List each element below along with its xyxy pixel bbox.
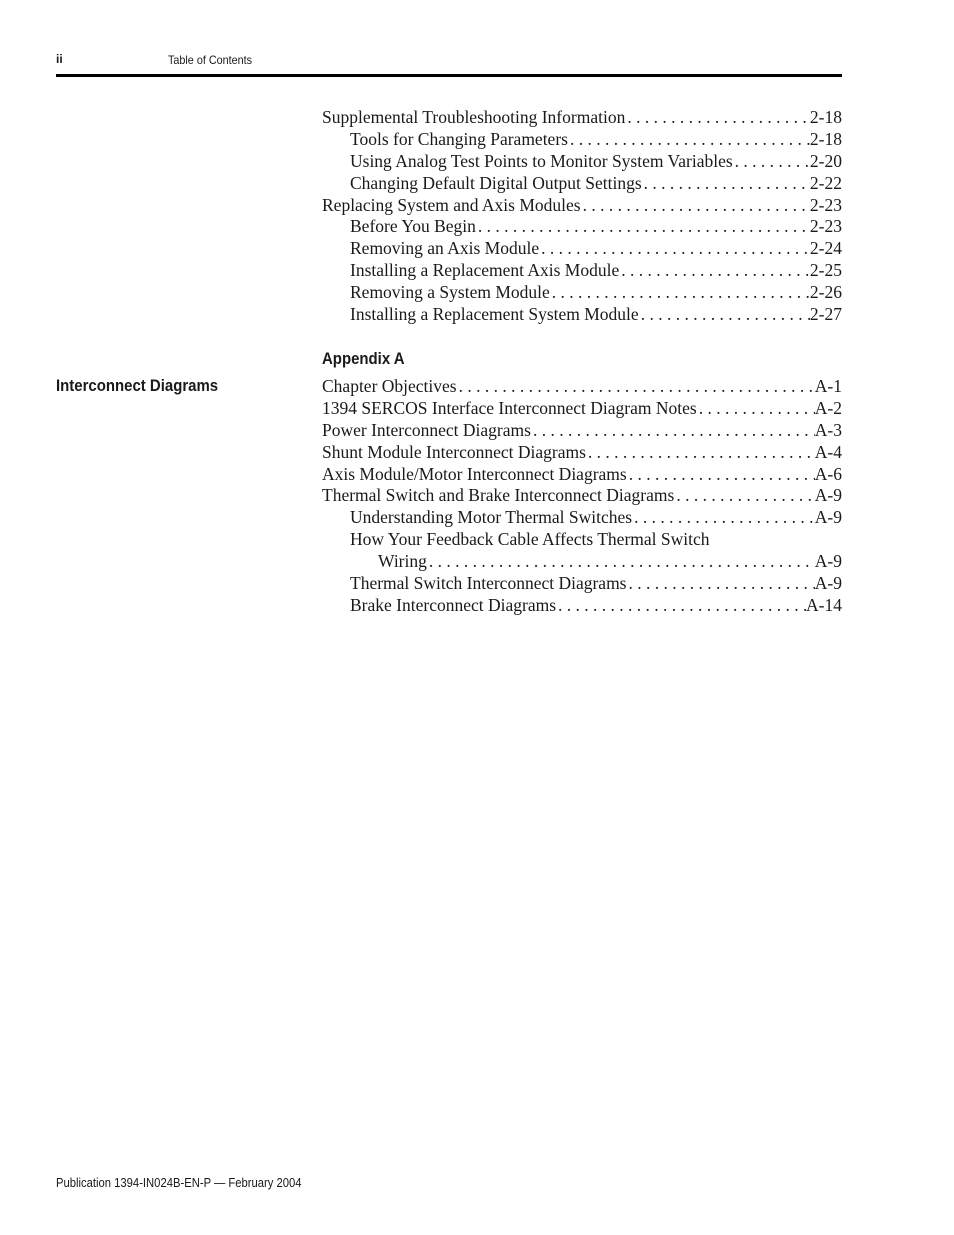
dot-leader: [427, 551, 815, 573]
toc-entry-page: 2-18: [809, 128, 842, 149]
dot-leader: [586, 442, 815, 464]
toc-entry-page: A-9: [814, 507, 842, 528]
dot-leader: [625, 107, 810, 129]
toc-entry-page: 2-23: [809, 216, 842, 237]
toc-entry-title: Shunt Module Interconnect Diagrams: [322, 441, 586, 462]
toc-entry[interactable]: [322, 107, 842, 129]
toc-entry[interactable]: [322, 376, 842, 398]
toc-entry-title: Before You Begin: [350, 216, 476, 237]
toc-entry-title: Supplemental Troubleshooting Information: [322, 107, 626, 127]
toc-entry[interactable]: [322, 529, 842, 551]
appendix-heading: Appendix A: [322, 349, 405, 368]
toc-entry-title: Wiring: [378, 551, 427, 572]
toc-entry-title: Brake Interconnect Diagrams: [350, 594, 557, 615]
toc-entry-page: 2-24: [809, 238, 842, 259]
toc-entry[interactable]: [322, 420, 842, 442]
toc-entry-title: Understanding Motor Thermal Switches: [350, 507, 633, 528]
toc-entry[interactable]: [322, 398, 842, 420]
dot-leader: [539, 238, 810, 260]
toc-entry-page: A-9: [814, 551, 842, 572]
toc-entry-title: Installing a Replacement Axis Module: [350, 260, 620, 281]
toc-entry[interactable]: [322, 507, 842, 529]
dot-leader: [674, 485, 814, 507]
toc-entry-page: A-3: [814, 419, 842, 440]
toc-entry[interactable]: [322, 485, 842, 507]
dot-leader: [627, 464, 815, 486]
toc-entry[interactable]: [322, 551, 842, 573]
toc-entry[interactable]: [322, 304, 842, 326]
dot-leader: [632, 507, 815, 529]
toc-entry-title: Changing Default Digital Output Settings: [350, 172, 642, 193]
toc-entry-title: Tools for Changing Parameters: [350, 128, 568, 149]
toc-entry-page: 2-27: [809, 304, 842, 325]
toc-entry-page: A-2: [814, 397, 842, 418]
toc-entry[interactable]: [322, 464, 842, 486]
toc-entry-title: How Your Feedback Cable Affects Thermal Switch: [350, 529, 710, 550]
dot-leader: [476, 216, 810, 238]
toc-entry-title: Using Analog Test Points to Monitor System Variables: [350, 150, 733, 171]
toc-entry-title: Installing a Replacement System Module: [350, 304, 639, 325]
toc-entry-page: 2-18: [809, 107, 842, 127]
toc-entry-page: 2-23: [809, 194, 842, 215]
toc-section-troubleshooting: [322, 107, 842, 326]
toc-entry[interactable]: [322, 195, 842, 217]
toc-entry-page: 2-22: [809, 172, 842, 193]
dot-leader: [568, 129, 810, 151]
toc-entry[interactable]: [322, 151, 842, 173]
toc-entry-page: A-6: [814, 463, 842, 484]
running-head: Table of Contents: [168, 53, 253, 67]
toc-entry[interactable]: [322, 238, 842, 260]
toc-entry-title: Removing a System Module: [350, 282, 550, 303]
toc-entry-title: Replacing System and Axis Modules: [322, 194, 581, 215]
toc-entry-page: A-4: [814, 441, 842, 462]
dot-leader: [581, 195, 810, 217]
dot-leader: [550, 282, 810, 304]
toc-entry-page: 2-26: [809, 282, 842, 303]
toc-entry-page: A-14: [806, 594, 842, 615]
toc-entry-title: Power Interconnect Diagrams: [322, 419, 531, 440]
toc-entry-page: 2-20: [809, 150, 842, 171]
toc-entry-page: A-1: [814, 376, 842, 396]
toc-entry-title: Removing an Axis Module: [350, 238, 540, 259]
toc-entry[interactable]: [322, 282, 842, 304]
toc-entry[interactable]: [322, 595, 842, 617]
dot-leader: [639, 304, 810, 326]
toc-entry[interactable]: [322, 573, 842, 595]
page-header: [56, 52, 842, 76]
toc-entry[interactable]: [322, 260, 842, 282]
toc-entry-page: 2-25: [809, 260, 842, 281]
appendix-side-title: Interconnect Diagrams: [56, 376, 219, 395]
toc-section-appendix-a: [322, 376, 842, 617]
dot-leader: [556, 595, 806, 617]
toc-entry-page: A-9: [814, 485, 842, 506]
toc-entry[interactable]: [322, 129, 842, 151]
toc-entry[interactable]: [322, 442, 842, 464]
dot-leader: [642, 173, 810, 195]
toc-entry-title: Thermal Switch and Brake Interconnect Diagrams: [322, 485, 675, 506]
toc-entry-title: Thermal Switch Interconnect Diagrams: [350, 573, 627, 594]
toc-entry[interactable]: [322, 216, 842, 238]
toc-entry[interactable]: [322, 173, 842, 195]
dot-leader: [619, 260, 810, 282]
dot-leader: [697, 398, 815, 420]
dot-leader: [457, 376, 815, 398]
header-rule: [56, 74, 842, 77]
page-number: ii: [56, 52, 63, 66]
toc-entry-title: Chapter Objectives: [322, 376, 457, 396]
page-footer: Publication 1394-IN024B-EN-P — February 2004: [56, 1176, 302, 1190]
dot-leader: [733, 151, 810, 173]
dot-leader: [627, 573, 815, 595]
toc-entry-title: 1394 SERCOS Interface Interconnect Diagram Notes: [322, 397, 697, 418]
toc-entry-title: Axis Module/Motor Interconnect Diagrams: [322, 463, 627, 484]
dot-leader: [531, 420, 815, 442]
toc-entry-page: A-9: [814, 573, 842, 594]
